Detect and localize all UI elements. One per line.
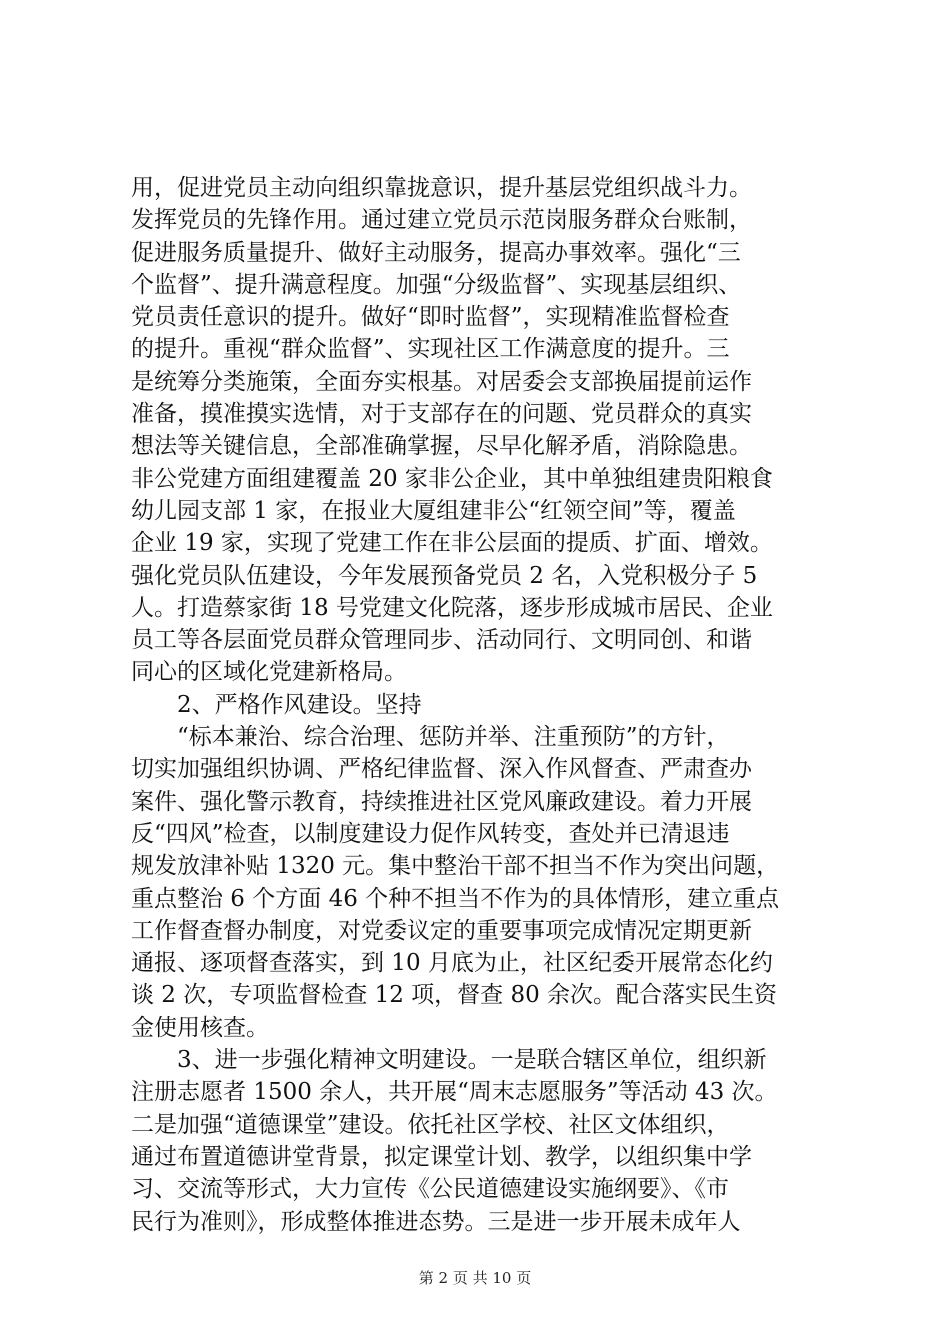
text-line: 同心的区域化党建新格局。	[131, 659, 407, 686]
text-line: 3、进一步强化精神文明建设。一是联合辖区单位，组织新	[131, 1047, 767, 1074]
text-line: 反“四风”检查，以制度建设力促作风转变，查处并已清退违	[131, 820, 730, 847]
text-line: 案件、强化警示教育，持续推进社区党风廉政建设。着力开展	[131, 788, 752, 815]
text-line: 切实加强组织协调、严格纪律监督、深入作风督查、严肃查办	[131, 756, 752, 783]
text-line: 发挥党员的先锋作用。通过建立党员示范岗服务群众台账制，	[131, 207, 752, 234]
text-line: 注册志愿者 1500 余人，共开展“周末志愿服务”等活动 43 次。	[131, 1079, 778, 1106]
text-line: 规发放津补贴 1320 元。集中整治干部不担当不作为突出问题，	[131, 853, 780, 880]
text-line: 促进服务质量提升、做好主动服务，提高办事效率。强化“三	[131, 239, 741, 266]
text-line: 2、严格作风建设。坚持	[131, 691, 422, 718]
text-line: 强化党员队伍建设，今年发展预备党员 2 名，入党积极分子 5	[131, 562, 758, 589]
text-line: 准备，摸准摸实选情，对于支部存在的问题、党员群众的真实	[131, 401, 752, 428]
text-line: 是统筹分类施策，全面夯实根基。对居委会支部换届提前运作	[131, 368, 752, 395]
text-line: 工作督查督办制度，对党委议定的重要事项完成情况定期更新	[131, 917, 752, 944]
text-line: 民行为准则》，形成整体推进态势。三是进一步开展未成年人	[131, 1208, 741, 1235]
text-line: 想法等关键信息，全部准确掌握，尽早化解矛盾，消除隐患。	[131, 433, 752, 460]
text-line: 非公党建方面组建覆盖 20 家非公企业，其中单独组建贵阳粮食	[131, 465, 773, 492]
text-line: 幼儿园支部 1 家，在报业大厦组建非公“红领空间”等，覆盖	[131, 497, 736, 524]
text-line: 通过布置道德讲堂背景，拟定课堂计划、教学，以组织集中学	[131, 1143, 752, 1170]
text-line: 企业 19 家，实现了党建工作在非公层面的提质、扩面、增效。	[131, 530, 773, 557]
text-line: 的提升。重视“群众监督”、实现社区工作满意度的提升。三	[131, 336, 730, 363]
text-line: 员工等各层面党员群众管理同步、活动同行、文明同创、和谐	[131, 627, 752, 654]
text-line: 党员责任意识的提升。做好“即时监督”，实现精准监督检查	[131, 304, 730, 331]
text-line: “标本兼治、综合治理、惩防并举、注重预防”的方针，	[131, 724, 730, 751]
text-line: 金使用核查。	[131, 1014, 269, 1041]
text-line: 习、交流等形式，大力宣传《公民道德建设实施纲要》、《市	[131, 1176, 729, 1203]
page-number-footer: 第 2 页 共 10 页	[418, 1269, 532, 1287]
text-line: 人。打造蔡家街 18 号党建文化院落，逐步形成城市居民、企业	[131, 594, 773, 621]
text-line: 谈 2 次，专项监督检查 12 项，督查 80 余次。配合落实民生资	[131, 982, 778, 1009]
text-line: 二是加强“道德课堂”建设。依托社区学校、社区文体组织，	[131, 1111, 730, 1138]
text-line: 重点整治 6 个方面 46 个种不担当不作为的具体情形，建立重点	[131, 885, 780, 912]
text-line: 通报、逐项督查落实，到 10 月底为止，社区纪委开展常态化约	[131, 950, 773, 977]
body-text	[131, 172, 861, 1238]
text-line: 用，促进党员主动向组织靠拢意识，提升基层党组织战斗力。	[131, 175, 752, 201]
text-line: 个监督”、提升满意程度。加强“分级监督”、实现基层组织、	[131, 271, 742, 298]
